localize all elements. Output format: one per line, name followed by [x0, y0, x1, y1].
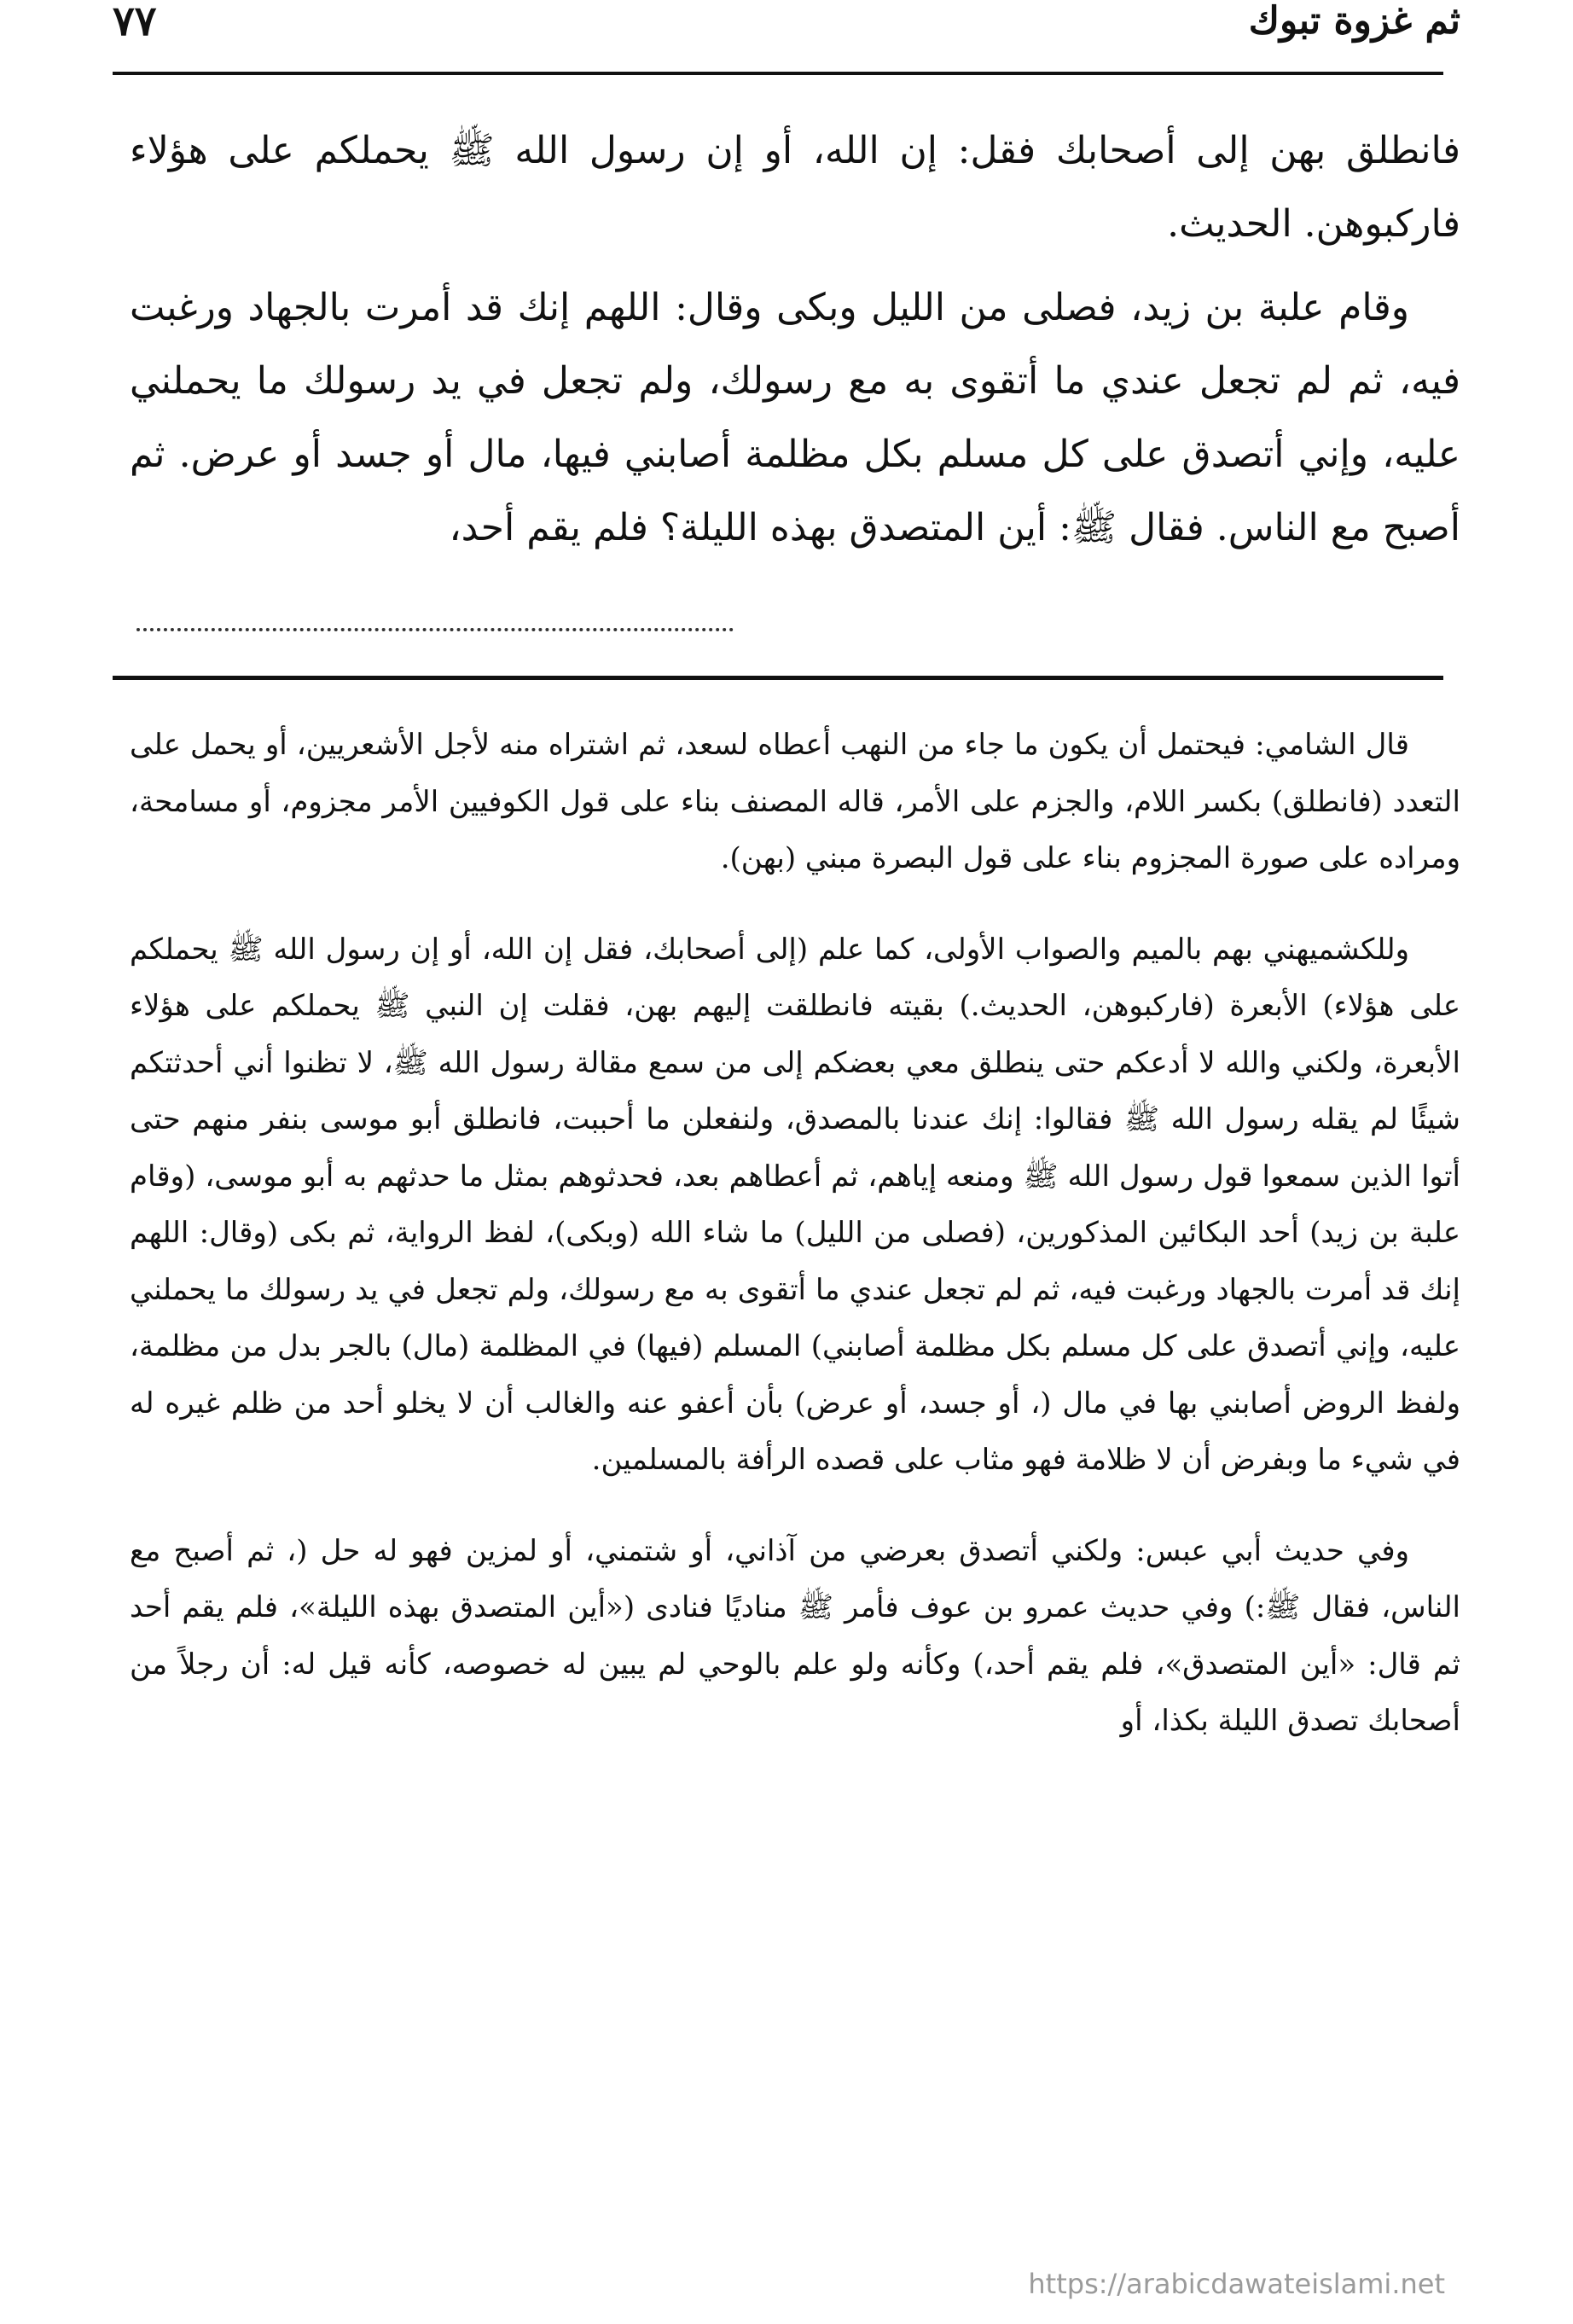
commentary-paragraph: وللكشميهني بهم بالميم والصواب الأولى، كما علم (إلى أصحابك، فقل إن الله، أو إن رسول الله ﷺ يحملكم على هؤلاء) الأبعرة (فاركبوهن، الحديث.) بقيته فانطلقت إليهم بهن، فقلت إن النبي ﷺ يحملكم على هؤلاء الأبعرة، ولكني والله لا أدعكم حتى ينطلق معي بعضكم إلى من سمع مقالة رسول الله ﷺ، لا تظنوا أني أحدثتكم شيئًا لم يقله رسول الله ﷺ فقالوا: إنك عندنا بالمصدق، ولنفعلن ما أحببت، فانطلق أبو موسى بنفر منهم حتى أتوا الذين سمعوا قول رسول الله ﷺ ومنعه إياهم، ثم أعطاهم بعد، فحدثوهم بمثل ما حدثهم به أبو موسى، (وقام علبة بن زيد) أحد البكائين المذكورين، (فصلى من الليل) ما شاء الله (وبكى)، لفظ الرواية، ثم بكى (وقال: اللهم إنك قد أمرت بالجهاد ورغبت فيه، ثم لم تجعل عندي ما أتقوى به مع رسولك، ولم تجعل في يد رسولك ما يحملني عليه، وإني أتصدق على كل مسلم بكل مظلمة أصابني) المسلم (فيها) في المظلمة (مال) بالجر بدل من مظلمة، ولفظ الروض أصابني بها في مال (، أو جسد، أو عرض) بأن أعفو عنه والغالب أن لا يخلو أحد من ظلم غيره له في شيء ما وبفرض أن لا ظلامة فهو مثاب على قصده الرأفة بالمسلمين.: [130, 932, 1461, 1477]
main-text: [130, 114, 1460, 565]
watermark-url: https://arabicdawateislami.net: [1028, 2268, 1445, 2300]
footnote-rule: [113, 676, 1443, 680]
main-paragraph: فانطلق بهن إلى أصحابك فقل: إن الله، أو إن رسول الله ﷺ يحملكم على هؤلاء فاركبوهن. الحديث.: [130, 129, 1460, 246]
main-paragraph: وقام علبة بن زيد، فصلى من الليل وبكى وقال: اللهم إنك قد أمرت بالجهاد ورغبت فيه، ثم لم تجعل عندي ما أتقوى به مع رسولك، ولم تجعل في يد رسولك ما يحملني عليه، وإني أتصدق على كل مسلم بكل مظلمة أصابني فيها، مال أو جسد أو عرض. ثم أصبح مع الناس. فقال ﷺ: أين المتصدق بهذه الليلة؟ فلم يقم أحد،: [130, 286, 1460, 549]
commentary-paragraph: وفي حديث أبي عبس: ولكني أتصدق بعرضي من آذاني، أو شتمني، أو لمزين فهو له حل (، ثم أصبح مع الناس، فقال ﷺ:) وفي حديث عمرو بن عوف فأمر ﷺ مناديًا فنادى («أين المتصدق بهذه الليلة»، فلم يقم أحد ثم قال: «أين المتصدق»، فلم يقم أحد،) وكأنه ولو علم بالوحي لم يبين له خصوصه، كأنه قيل له: أن رجلاً من أصحابك تصدق الليلة بكذا، أو: [130, 1533, 1460, 1738]
commentary: [130, 717, 1460, 1750]
header-rule: [113, 72, 1443, 75]
dotted-separator: [136, 628, 734, 631]
running-title: ثم غزوة تبوك: [1248, 0, 1460, 43]
page-number: ٧٧: [113, 0, 157, 45]
commentary-paragraph: قال الشامي: فيحتمل أن يكون ما جاء من النهب أعطاه لسعد، ثم اشتراه منه لأجل الأشعريين، أو يحمل على التعدد (فانطلق) بكسر اللام، والجزم على الأمر، قاله المصنف بناء على قول الكوفيين الأمر مجزوم، أو مسامحة، ومراده على صورة المجزوم بناء على قول البصرة مبني (بهن).: [130, 728, 1460, 875]
